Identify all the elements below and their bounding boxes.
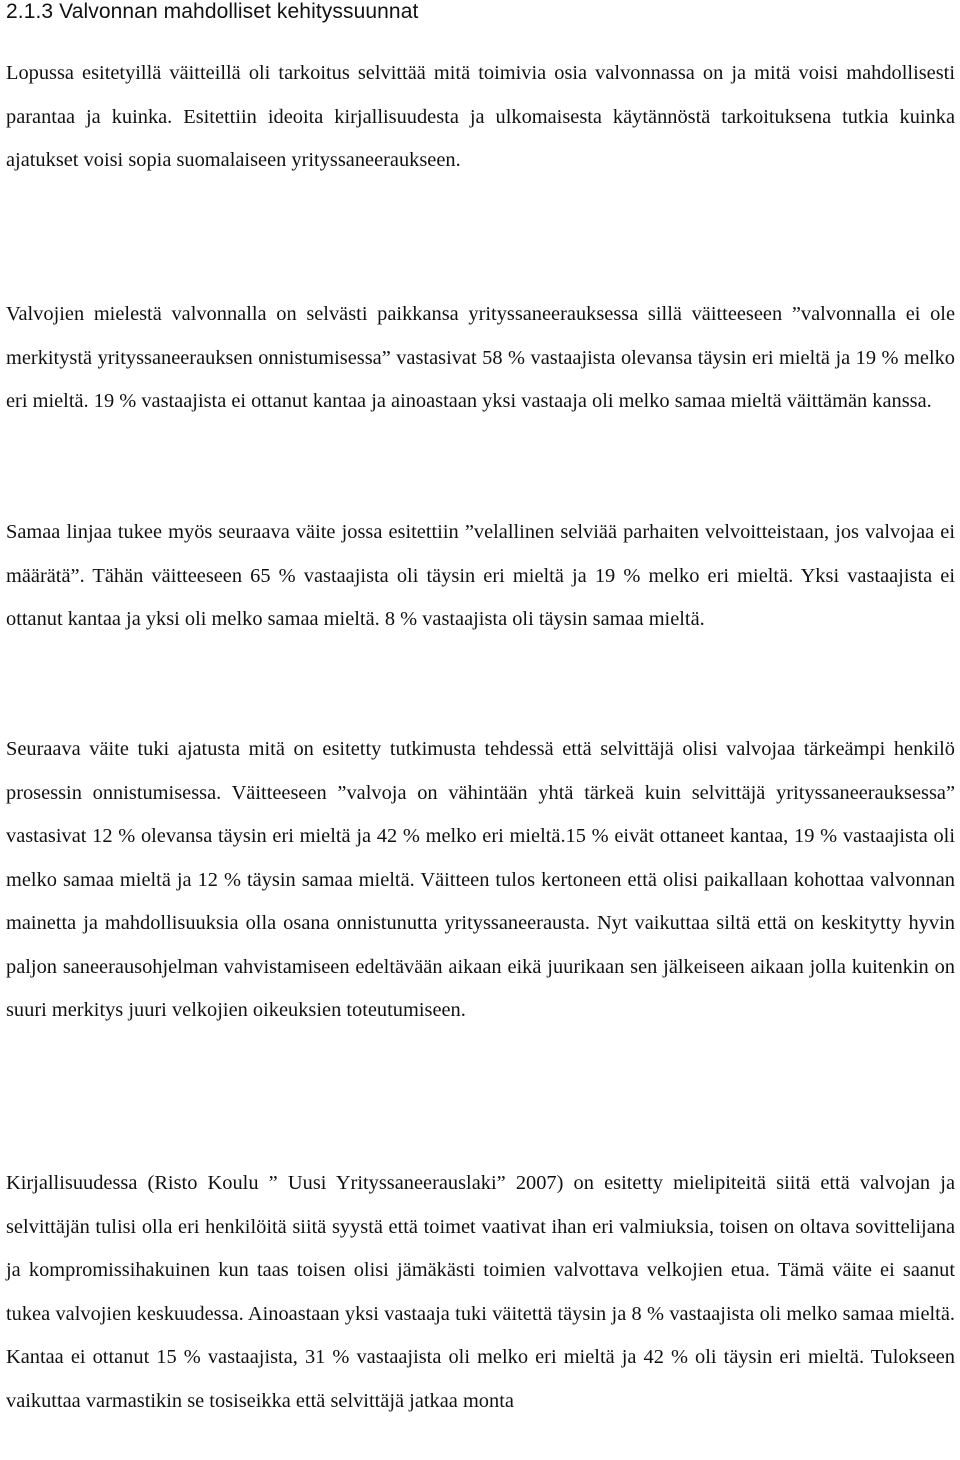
paragraph-valvonnan-merkitys: Valvojien mielestä valvonnalla on selvästi paikkansa yrityssaneerauksessa sillä väitteeseen ”valvonnalla ei ole merkitystä yrityssaneerauksen onnistumisessa” vastasivat 58 % vastaajista olevansa täysin eri mieltä ja 19 % melko eri mieltä. 19 % vastaajista ei ottanut kantaa ja ainoastaan yksi vastaaja oli melko samaa mieltä väittämän kanssa. — [6, 303, 955, 412]
paragraph-valvoja-vs-selvittaja: Seuraava väite tuki ajatusta mitä on esitetty tutkimusta tehdessä että selvittäjä olisi valvojaa tärkeämpi henkilö prosessin onnistumisessa. Väitteeseen ”valvoja on vähintään yhtä tärkeä kuin selvittäjä yrityssaneerauksessa” vastasivat 12 % olevansa täysin eri mieltä ja 42 % melko eri mieltä.15 % eivät ottaneet kantaa, 19 % vastaajista oli melko samaa mieltä ja 12 % täysin samaa mieltä. Väitteen tulos kertoneen että olisi paikallaan kohottaa valvonnan mainetta ja mahdollisuuksia olla osana onnistunutta yrityssaneerausta. Nyt vaikuttaa siltä että on keskitytty hyvin paljon saneerausohjelman vahvistamiseen edeltävään aikaan eikä juurikaan sen jälkeiseen aikaan jolla kuitenkin on suuri merkitys juuri velkojien oikeuksien toteutumiseen. — [6, 738, 955, 1021]
paragraph-intro: Lopussa esitetyillä väitteillä oli tarkoitus selvittää mitä toimivia osia valvonnassa on ja mitä voisi mahdollisesti parantaa ja kuinka. Esitettiin ideoita kirjallisuudesta ja ulkomaisesta käytännöstä tarkoituksena tutkia kuinka ajatukset voisi sopia suomalaiseen yrityssaneeraukseen. — [6, 62, 955, 171]
section-heading: 2.1.3 Valvonnan mahdolliset kehityssuunnat — [6, 0, 419, 23]
paragraph-kirjallisuus: Kirjallisuudessa (Risto Koulu ” Uusi Yrityssaneerauslaki” 2007) on esitetty mielipiteitä siitä että valvojan ja selvittäjän tulisi olla eri henkilöitä siitä syystä että toimet vaativat ihan eri valmiuksia, toisen on oltava sovittelijana ja kompromissihakuinen kun taas toisen olisi jämäkästi toimien valvottava velkojien etua. Tämä väite ei saanut tukea valvojien keskuudessa. Ainoastaan yksi vastaaja tuki väitettä täysin ja 8 % vastaajista oli melko samaa mieltä. Kantaa ei ottanut 15 % vastaajista, 31 % vastaajista oli melko eri mieltä ja 42 % oli täysin eri mieltä. Tulokseen vaikuttaa varmastikin se tosiseikka että selvittäjä jatkaa monta — [6, 1172, 955, 1412]
paragraph-velallinen-selviaa: Samaa linjaa tukee myös seuraava väite jossa esitettiin ”velallinen selviää parhaiten velvoitteistaan, jos valvojaa ei määrätä”. Tähän väitteeseen 65 % vastaajista oli täysin eri mieltä ja 19 % melko eri mieltä. Yksi vastaajista ei ottanut kantaa ja yksi oli melko samaa mieltä. 8 % vastaajista oli täysin samaa mieltä. — [6, 521, 955, 630]
